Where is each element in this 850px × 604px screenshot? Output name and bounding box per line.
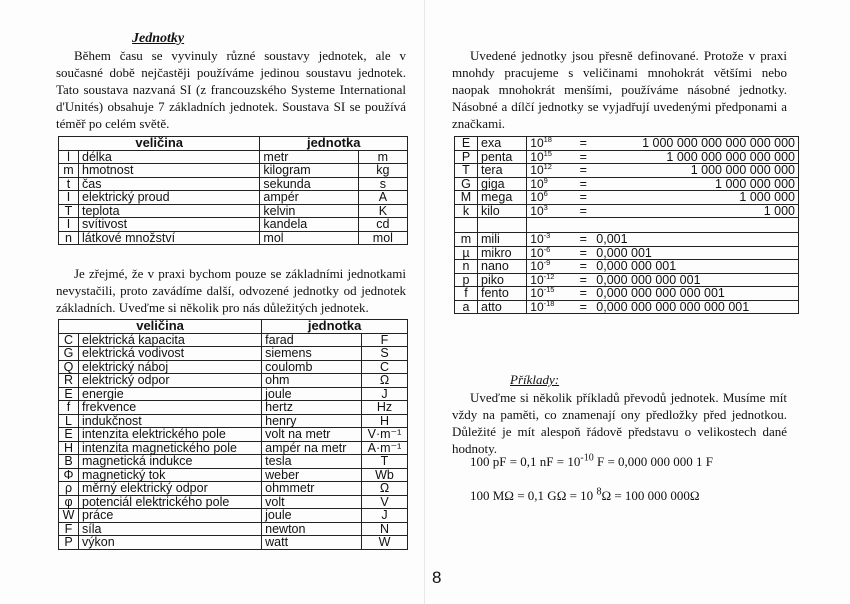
prefix-power — [527, 300, 574, 314]
quantity-name: elektrický proud — [79, 191, 260, 205]
example-2 — [470, 488, 700, 504]
table-row — [59, 387, 408, 401]
prefix-name: tera — [478, 164, 527, 178]
power-base: 10 — [530, 149, 544, 164]
empty-cell — [478, 218, 527, 233]
example-2-exp: 8 — [596, 486, 602, 498]
table-row — [59, 401, 408, 415]
power-exponent: 6 — [543, 189, 548, 198]
equals-sign: = — [573, 191, 593, 205]
quantity-name: teplota — [79, 204, 260, 218]
power-base: 10 — [530, 203, 544, 218]
quantity-name: měrný elektrický odpor — [79, 482, 262, 496]
quantity-name: látkové množství — [79, 231, 260, 245]
table-row — [59, 374, 408, 388]
table-row — [59, 522, 408, 536]
unit-name: newton — [262, 522, 362, 536]
table-header-row — [59, 137, 408, 151]
examples-paragraph: Uveďme si několik příkladů převodů jednotek. Musíme mít vždy na paměti, co znamenají ony předložky před jednotkou. Důležité je mít alespoň řádově představu o velikostech dané hodnoty. — [452, 390, 787, 456]
unit-symbol: W — [361, 536, 407, 550]
power-base: 10 — [530, 245, 544, 260]
prefix-name: penta — [478, 150, 527, 164]
prefix-name: piko — [478, 273, 527, 287]
power-exponent: 9 — [543, 175, 548, 185]
table-row — [59, 455, 408, 469]
quantity-name: magnetický tok — [79, 468, 262, 482]
quantity-name: energie — [79, 387, 262, 401]
prefix-symbol: T — [455, 164, 478, 178]
prefix-symbol: k — [455, 204, 478, 218]
prefix-value: 1 000 000 000 — [593, 177, 798, 191]
quantity-symbol: L — [59, 414, 79, 428]
prefix-value: 0,000 001 — [593, 246, 798, 260]
quantity-symbol: F — [59, 522, 79, 536]
table-row — [455, 246, 799, 260]
quantity-symbol: R — [59, 374, 79, 388]
unit-name: ampér na metr — [262, 441, 362, 455]
quantity-symbol: m — [59, 164, 79, 178]
example-1-post: F = 0,000 000 000 1 F — [593, 454, 714, 469]
power-exponent: 18 — [543, 135, 552, 144]
power-base: 10 — [530, 136, 544, 150]
prefixes-paragraph: Uvedené jednotky jsou přesně definované. Protože v praxi mnohdy pracujeme s veličinami mnohokrát většími nebo naopak mnohokrát menšími, používáme násobné jednotky. Násobné a dílčí jednotky se vyjadřují uvedenými předponami a značkami. — [452, 48, 787, 131]
prefix-symbol: E — [455, 137, 478, 151]
quantity-symbol: I — [59, 191, 79, 205]
unit-name: hertz — [262, 401, 362, 415]
prefix-power — [527, 204, 574, 218]
power-exponent: -9 — [543, 258, 551, 267]
power-exponent: -18 — [543, 298, 555, 308]
empty-cell — [573, 218, 593, 233]
quantity-name: elektrický odpor — [79, 374, 262, 388]
unit-symbol: C — [361, 360, 407, 374]
table-row — [455, 137, 799, 151]
prefix-name: atto — [478, 300, 527, 314]
table-row — [59, 441, 408, 455]
equals-sign: = — [573, 150, 593, 164]
prefix-symbol: a — [455, 300, 478, 314]
unit-name: mol — [260, 231, 358, 245]
quantity-symbol: T — [59, 204, 79, 218]
quantity-symbol: f — [59, 401, 79, 415]
header-quantity: veličina — [59, 137, 260, 151]
quantity-name: čas — [79, 177, 260, 191]
table-row — [59, 177, 408, 191]
unit-name: kandela — [260, 218, 358, 232]
quantity-symbol: E — [59, 387, 79, 401]
unit-name: kelvin — [260, 204, 358, 218]
quantity-name: výkon — [79, 536, 262, 550]
prefix-power — [527, 177, 574, 191]
quantity-name: intenzita elektrického pole — [79, 428, 262, 442]
quantity-name: práce — [79, 509, 262, 523]
prefix-symbol: µ — [455, 246, 478, 260]
example-1 — [470, 454, 713, 470]
prefix-symbol: P — [455, 150, 478, 164]
table-row — [59, 428, 408, 442]
table-row — [455, 300, 799, 314]
unit-symbol: Wb — [361, 468, 407, 482]
table-row — [59, 204, 408, 218]
table-row — [59, 231, 408, 245]
power-base: 10 — [530, 190, 544, 204]
quantity-symbol: φ — [59, 495, 79, 509]
power-base: 10 — [530, 259, 544, 273]
header-unit: jednotka — [260, 137, 408, 151]
quantity-symbol: t — [59, 177, 79, 191]
table-row — [59, 218, 408, 232]
page-number: 8 — [432, 568, 442, 587]
prefix-name: mili — [478, 233, 527, 247]
unit-symbol: K — [358, 204, 407, 218]
table-row — [59, 360, 408, 374]
unit-name: volt na metr — [262, 428, 362, 442]
example-1-pre: 100 pF = 0,1 nF = 10 — [470, 454, 581, 469]
unit-symbol: Ω — [361, 374, 407, 388]
unit-symbol: kg — [358, 164, 407, 178]
equals-sign: = — [573, 246, 593, 260]
unit-name: ohm — [262, 374, 362, 388]
equals-sign: = — [573, 233, 593, 247]
table-row — [455, 287, 799, 301]
equals-sign: = — [573, 300, 593, 314]
prefix-power — [527, 191, 574, 205]
example-1-exp: -10 — [580, 452, 594, 464]
quantity-name: intenzita magnetického pole — [79, 441, 262, 455]
power-base: 10 — [530, 163, 544, 177]
prefix-symbol: M — [455, 191, 478, 205]
unit-name: volt — [262, 495, 362, 509]
power-exponent: -15 — [543, 285, 555, 294]
page-fold — [424, 0, 425, 604]
unit-name: joule — [262, 509, 362, 523]
table-row — [59, 468, 408, 482]
quantity-name: elektrický náboj — [79, 360, 262, 374]
table-row — [59, 150, 408, 164]
power-base: 10 — [530, 176, 544, 191]
prefix-value: 1 000 000 000 000 000 — [593, 150, 798, 164]
unit-symbol: S — [361, 347, 407, 361]
table-gap-row — [455, 218, 799, 233]
prefix-name: giga — [478, 177, 527, 191]
prefix-name: exa — [478, 137, 527, 151]
prefix-power — [527, 164, 574, 178]
unit-symbol: Hz — [361, 401, 407, 415]
equals-sign: = — [573, 287, 593, 301]
equals-sign: = — [573, 137, 593, 151]
prefix-symbol: G — [455, 177, 478, 191]
table-row — [59, 333, 408, 347]
unit-name: farad — [262, 333, 362, 347]
unit-name: joule — [262, 387, 362, 401]
prefix-value: 1 000 000 000 000 000 000 — [593, 137, 798, 151]
prefix-name: fento — [478, 287, 527, 301]
unit-name: weber — [262, 468, 362, 482]
derived-units-paragraph: Je zřejmé, že v praxi bychom pouze se základními jednotkami nevystačili, proto zavádíme další, odvozené jednotky od jednotek základních. Uveďme si několik pro nás důležitých jednotek. — [56, 266, 406, 315]
prefix-value: 0,000 000 000 001 — [593, 273, 798, 287]
unit-name: ohmmetr — [262, 482, 362, 496]
unit-name: metr — [260, 150, 358, 164]
equals-sign: = — [573, 177, 593, 191]
table-row — [59, 495, 408, 509]
table-row — [59, 347, 408, 361]
equals-sign: = — [573, 164, 593, 178]
intro-paragraph: Během času se vyvinuly různé soustavy jednotek, ale v současné době nejčastěji používáme jedinou soustavu jednotek. Tato soustava nazvaná SI (z francouzského Systeme International d'Unités) obsahuje 7 základních jednotek. Soustava SI se používá téměř po celém světě. — [56, 48, 406, 131]
quantity-name: elektrická kapacita — [79, 333, 262, 347]
table-row — [59, 414, 408, 428]
quantity-symbol: H — [59, 441, 79, 455]
quantity-name: frekvence — [79, 401, 262, 415]
quantity-symbol: P — [59, 536, 79, 550]
equals-sign: = — [573, 204, 593, 218]
unit-symbol: A — [358, 191, 407, 205]
table-row — [59, 482, 408, 496]
empty-cell — [455, 218, 478, 233]
unit-symbol: mol — [358, 231, 407, 245]
prefix-name: kilo — [478, 204, 527, 218]
unit-name: siemens — [262, 347, 362, 361]
quantity-symbol: G — [59, 347, 79, 361]
power-base: 10 — [530, 299, 544, 314]
table-row — [455, 233, 799, 247]
empty-cell — [593, 218, 798, 233]
quantity-symbol: ρ — [59, 482, 79, 496]
unit-name: watt — [262, 536, 362, 550]
power-exponent: -12 — [543, 271, 555, 281]
prefix-name: nano — [478, 260, 527, 274]
table-row — [455, 177, 799, 191]
unit-symbol: J — [361, 387, 407, 401]
unit-symbol: m — [358, 150, 407, 164]
table-row — [59, 191, 408, 205]
unit-name: tesla — [262, 455, 362, 469]
quantity-name: magnetická indukce — [79, 455, 262, 469]
unit-symbol: N — [361, 522, 407, 536]
table-row — [59, 536, 408, 550]
quantity-name: indukčnost — [79, 414, 262, 428]
prefix-value: 1 000 000 — [593, 191, 798, 205]
unit-symbol: F — [361, 333, 407, 347]
unit-name: sekunda — [260, 177, 358, 191]
prefix-value: 0,000 000 000 000 001 — [593, 287, 798, 301]
quantity-name: svítivost — [79, 218, 260, 232]
quantity-symbol: C — [59, 333, 79, 347]
unit-symbol: cd — [358, 218, 407, 232]
unit-symbol: A·m⁻¹ — [361, 441, 407, 455]
table-row — [455, 191, 799, 205]
quantity-name: elektrická vodivost — [79, 347, 262, 361]
example-2-post: Ω = 100 000 000Ω — [601, 488, 700, 503]
power-base: 10 — [530, 272, 544, 287]
prefix-name: mikro — [478, 246, 527, 260]
table-row — [59, 509, 408, 523]
unit-name: ampér — [260, 191, 358, 205]
power-base: 10 — [530, 286, 544, 300]
prefix-value: 1 000 000 000 000 — [593, 164, 798, 178]
quantity-symbol: I — [59, 218, 79, 232]
equals-sign: = — [573, 260, 593, 274]
unit-name: coulomb — [262, 360, 362, 374]
quantity-symbol: E — [59, 428, 79, 442]
unit-symbol: s — [358, 177, 407, 191]
quantity-symbol: l — [59, 150, 79, 164]
unit-symbol: Ω — [361, 482, 407, 496]
power-exponent: 12 — [543, 162, 552, 171]
quantity-symbol: Φ — [59, 468, 79, 482]
power-base: 10 — [530, 232, 544, 246]
example-2-pre: 100 MΩ = 0,1 GΩ = 10 — [470, 488, 597, 503]
quantity-symbol: n — [59, 231, 79, 245]
quantity-symbol: B — [59, 455, 79, 469]
power-exponent: -3 — [543, 231, 551, 240]
power-exponent: -6 — [543, 244, 551, 254]
prefix-symbol: n — [455, 260, 478, 274]
quantity-name: délka — [79, 150, 260, 164]
table-row — [455, 150, 799, 164]
unit-symbol: V — [361, 495, 407, 509]
derived-units-table — [58, 319, 408, 550]
quantity-name: síla — [79, 522, 262, 536]
prefix-value: 0,000 000 001 — [593, 260, 798, 274]
unit-name: henry — [262, 414, 362, 428]
prefix-symbol: m — [455, 233, 478, 247]
table-row — [455, 164, 799, 178]
unit-symbol: T — [361, 455, 407, 469]
prefix-name: mega — [478, 191, 527, 205]
base-units-table — [58, 136, 408, 245]
table-header-row — [59, 320, 408, 334]
table-row — [59, 164, 408, 178]
prefixes-table — [454, 136, 799, 314]
table-row — [455, 273, 799, 287]
unit-symbol: V·m⁻¹ — [361, 428, 407, 442]
prefix-value: 0,001 — [593, 233, 798, 247]
unit-symbol: J — [361, 509, 407, 523]
prefix-symbol: p — [455, 273, 478, 287]
prefix-value: 0,000 000 000 000 000 001 — [593, 300, 798, 314]
equals-sign: = — [573, 273, 593, 287]
power-exponent: 15 — [543, 148, 552, 158]
quantity-name: hmotnost — [79, 164, 260, 178]
page-title: Jednotky — [132, 31, 185, 46]
quantity-name: potenciál elektrického pole — [79, 495, 262, 509]
examples-heading: Příklady: — [510, 372, 560, 387]
quantity-symbol: W — [59, 509, 79, 523]
power-exponent: 3 — [543, 202, 548, 212]
unit-symbol: H — [361, 414, 407, 428]
prefix-value: 1 000 — [593, 204, 798, 218]
header-quantity: veličina — [59, 320, 262, 334]
table-row — [455, 204, 799, 218]
unit-name: kilogram — [260, 164, 358, 178]
header-unit: jednotka — [262, 320, 408, 334]
table-row — [455, 260, 799, 274]
prefix-symbol: f — [455, 287, 478, 301]
quantity-symbol: Q — [59, 360, 79, 374]
